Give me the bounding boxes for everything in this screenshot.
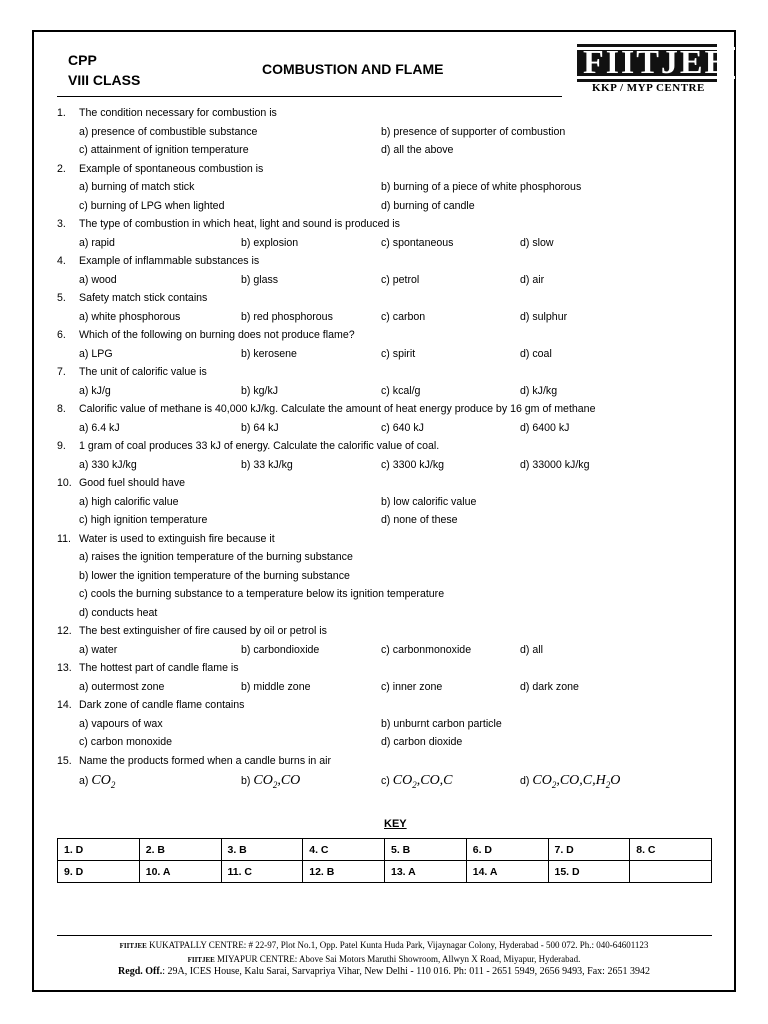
option: a) 330 kJ/kg [79,458,137,471]
key-cell: 10. A [139,861,221,883]
question-row [0,363,768,381]
question-row [0,252,768,270]
question-text: The condition necessary for combustion is [79,107,277,119]
key-cell: 14. A [466,861,548,883]
key-cell: 3. B [221,839,303,861]
formula-text: CO [532,773,552,788]
question-text: 1 gram of coal produces 33 kJ of energy. Calculate the calorific value of coal. [79,440,440,452]
key-cell: 13. A [385,861,467,883]
option-row [0,715,768,733]
formula [253,773,300,788]
question-row [0,437,768,455]
option: c) carbon monoxide [79,736,173,748]
subscript: 2 [605,779,611,790]
option-row [0,271,768,289]
footer-line-1 [0,940,768,950]
option: d) coal [520,347,552,360]
option-row [0,234,768,252]
question-text: Safety match stick contains [79,292,208,304]
question-text: The hottest part of candle flame is [79,662,239,674]
question-row [0,104,768,122]
option [381,771,453,795]
option: d) sulphur [520,310,568,323]
option: d) all the above [381,144,454,156]
option-row [0,604,768,622]
option: b) 33 kJ/kg [241,458,293,471]
question-text: Good fuel should have [79,477,186,489]
question-text: Example of spontaneous combustion is [79,162,264,175]
question-text: Name the products formed when a candle burns in air [79,754,332,767]
question-text: The unit of calorific value is [79,366,207,378]
option: b) presence of supporter of combustion [381,125,566,138]
question-row [0,326,768,344]
key-cell [630,861,712,883]
question-number: 2. [57,162,66,175]
option: b) red phosphorous [241,310,333,323]
question-number: 11. [57,532,71,545]
option: d) conducts heat [79,606,158,619]
option: c) spirit [381,347,416,360]
centre-label: KKP / MYP CENTRE [592,82,705,94]
question-number: 8. [57,403,66,415]
question-text: Calorific value of methane is 40,000 kJ/kg. Calculate the amount of heat energy produce by 16 gm of methane [79,403,596,415]
option: d) slow [520,236,554,249]
option: a) water [79,643,118,656]
option: d) all [520,643,543,656]
option: b) kerosene [241,347,297,360]
question-row [0,160,768,178]
option: d) carbon dioxide [381,736,463,748]
formula-text: ,CO,C,H [556,773,606,788]
question-number: 5. [57,292,66,304]
formula-text: CO [392,773,413,788]
option-row [0,771,768,791]
question-row [0,659,768,677]
footer-line-3 [0,966,768,977]
option: c) carbonmonoxide [381,643,472,656]
option-row [0,141,768,159]
option-row [0,178,768,196]
option-row [0,382,768,400]
option-row [0,678,768,696]
option: d) air [520,273,545,286]
option: c) 3300 kJ/kg [381,458,445,471]
option: a) 6.4 kJ [79,421,120,434]
footer-text: MIYAPUR CENTRE: Above Sai Motors Maruthi Showroom, Allwyn X Road, Miyapur, Hyderabad. [214,954,581,964]
subscript: 2 [412,779,417,790]
option: a) high calorific value [79,495,179,508]
footer-brand: FIITJEE [119,942,147,950]
option: a) wood [79,273,117,286]
option: b) unburnt carbon particle [381,717,502,730]
question-row [0,696,768,714]
question-row [0,400,768,418]
option: a) white phosphorous [79,310,181,323]
option-row [0,493,768,511]
option: d) dark zone [520,680,579,693]
question-number: 10. [57,477,72,489]
option: b) carbondioxide [241,643,320,656]
question-text: Water is used to extinguish fire because it [79,532,275,545]
option: c) high ignition temperature [79,514,208,526]
cpp-label: CPP [68,52,97,68]
option-letter: a) [79,775,89,787]
option: c) kcal/g [381,384,421,397]
key-cell: 8. C [630,839,712,861]
question-text: Which of the following on burning does not produce flame? [79,329,355,341]
option: b) kg/kJ [241,384,279,397]
formula-text: ,CO,C [416,773,453,788]
question-row [0,622,768,640]
option: c) burning of LPG when lighted [79,199,225,212]
header-divider [57,96,562,97]
option-row [0,123,768,141]
option: c) inner zone [381,680,443,693]
key-cell: 2. B [139,839,221,861]
option: c) carbon [381,310,426,323]
subscript: 2 [551,779,557,790]
option-row [0,548,768,566]
option: d) kJ/kg [520,384,558,397]
option: a) kJ/g [79,384,111,397]
question-row [0,215,768,233]
question-text: The type of combustion in which heat, light and sound is produced is [79,218,400,230]
fiitjee-logo [577,44,730,82]
option: b) middle zone [241,680,311,693]
option: b) lower the ignition temperature of the burning substance [79,569,350,582]
footer-line-2 [0,954,768,964]
option-row [0,419,768,437]
option-row [0,567,768,585]
option [520,771,620,795]
option: d) 6400 kJ [520,421,570,434]
formula-text: O [610,773,621,788]
key-row [58,861,712,883]
option: d) burning of candle [381,199,475,212]
key-cell: 9. D [58,861,140,883]
subscript: 2 [110,779,116,790]
option: d) 33000 kJ/kg [520,458,590,471]
option-letter: c) [381,775,390,787]
subscript: 2 [272,779,278,790]
class-label: VIII CLASS [68,72,141,88]
question-text: Dark zone of candle flame contains [79,699,245,711]
question-number: 6. [57,329,66,341]
option: c) spontaneous [381,236,454,249]
key-cell: 11. C [221,861,303,883]
formula [393,773,453,788]
option-row [0,641,768,659]
option-row [0,585,768,603]
option-row [0,308,768,326]
option: a) rapid [79,236,115,249]
option: a) raises the ignition temperature of the burning substance [79,551,353,563]
question-number: 7. [57,366,66,378]
option: c) 640 kJ [381,421,424,434]
question-number: 3. [57,218,66,230]
question-number: 4. [57,255,66,267]
question-number: 15. [57,754,72,767]
option [241,771,300,795]
option: d) none of these [381,514,458,526]
option: a) LPG [79,347,113,360]
option: b) low calorific value [381,495,477,508]
footer-text: : 29A, ICES House, Kalu Sarai, Sarvapriya Vihar, New Delhi - 110 016. Ph: 011 - 2651 5949, 2656 9493, Fax: 2651 3942 [162,966,650,977]
question-number: 1. [57,107,66,119]
question-number: 14. [57,699,72,711]
option: c) attainment of ignition temperature [79,144,249,156]
key-cell: 15. D [548,861,630,883]
option: a) vapours of wax [79,717,163,730]
key-cell: 12. B [303,861,385,883]
header-left [68,50,140,90]
question-number: 13. [57,662,72,674]
footer-brand: FIITJEE [187,956,215,964]
option: b) burning of a piece of white phosphorous [381,181,582,193]
option: b) 64 kJ [241,421,279,434]
key-title: KEY [384,818,407,830]
question-text: The best extinguisher of fire caused by oil or petrol is [79,625,327,637]
question-row [0,289,768,307]
option-row [0,733,768,751]
option: a) burning of match stick [79,181,195,193]
question-row [0,530,768,548]
option-row [0,345,768,363]
question-number: 9. [57,440,66,452]
option: a) outermost zone [79,680,165,693]
option-letter: b) [241,775,251,787]
question-row [0,474,768,492]
option: a) presence of combustible substance [79,125,258,138]
key-cell: 1. D [58,839,140,861]
page-title: COMBUSTION AND FLAME [262,61,444,77]
question-row [0,752,768,770]
answer-key-table [57,838,712,883]
formula-text: CO [91,773,111,788]
footer-text: KUKATPALLY CENTRE: # 22-97, Plot No.1, Opp. Patel Kunta Huda Park, Vijaynagar Colony, Hyderabad - 500 072. Ph.: 040-64601123 [146,940,649,950]
question-number: 12. [57,625,72,637]
key-cell: 4. C [303,839,385,861]
key-cell: 7. D [548,839,630,861]
formula-text: CO [253,773,273,788]
key-cell: 6. D [466,839,548,861]
option-row [0,456,768,474]
footer-label: Regd. Off. [118,966,163,977]
logo-text: FIITJEE [577,47,735,79]
option [79,771,115,795]
formula-text: ,CO [277,773,301,788]
key-row [58,839,712,861]
formula [532,773,620,788]
key-cell: 5. B [385,839,467,861]
option: b) glass [241,273,279,286]
option-letter: d) [520,775,530,787]
option: c) petrol [381,273,420,286]
option-row [0,511,768,529]
footer-divider [57,935,712,936]
option-row [0,197,768,215]
formula [91,773,115,788]
question-text: Example of inflammable substances is [79,255,260,267]
option: c) cools the burning substance to a temperature below its ignition temperature [79,588,445,600]
option: b) explosion [241,236,299,249]
